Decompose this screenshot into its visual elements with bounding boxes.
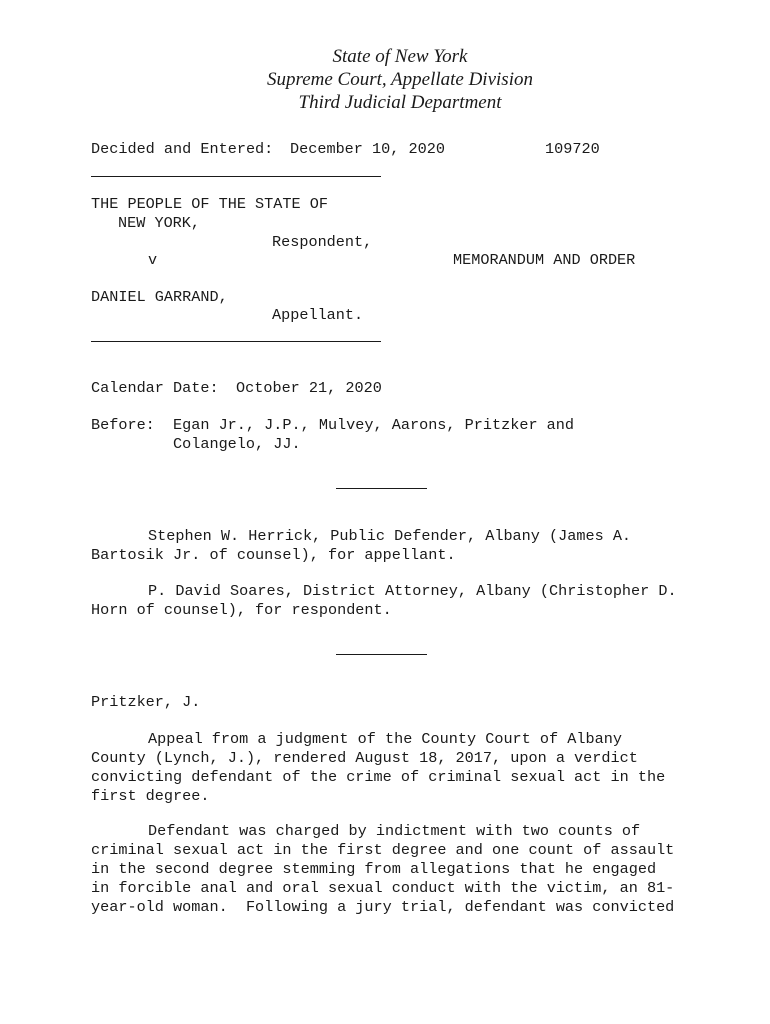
decided-label: Decided and Entered: (91, 140, 274, 158)
defendant-name: DANIEL GARRAND, (91, 288, 228, 306)
court-state: State of New York (332, 46, 468, 67)
section-divider-2 (336, 654, 427, 655)
opinion-p1-line-2: County (Lynch, J.), rendered August 18, 2017, upon a verdict (91, 749, 638, 767)
opinion-paragraph-2 (91, 822, 691, 917)
opinion-p2-line-1: Defendant was charged by indictment with two counts of (148, 822, 641, 840)
panel-line-1: Egan Jr., J.P., Mulvey, Aarons, Pritzker and (173, 416, 575, 434)
calendar-date: October 21, 2020 (236, 379, 382, 397)
counsel-respondent (91, 582, 691, 620)
court-header (0, 45, 770, 114)
caption-bottom-rule (91, 341, 381, 342)
caption-top-rule (91, 176, 381, 177)
docket-number: 109720 (545, 140, 600, 158)
defendant-role: Appellant. (272, 306, 364, 324)
counsel-appellant (91, 527, 691, 565)
opinion-p1-line-1: Appeal from a judgment of the County Court of Albany (148, 730, 622, 748)
opinion-paragraph-1 (91, 730, 691, 806)
opinion-p2-line-4: in forcible anal and oral sexual conduct with the victim, an 81- (91, 879, 675, 897)
counsel-respondent-line-2: Horn of counsel), for respondent. (91, 601, 392, 619)
plaintiff-line-1: THE PEOPLE OF THE STATE OF (91, 195, 328, 213)
counsel-appellant-line-2: Bartosik Jr. of counsel), for appellant. (91, 546, 456, 564)
versus: v (148, 251, 158, 269)
panel-label: Before: (91, 416, 155, 434)
section-divider-1 (336, 488, 427, 489)
court-department: Third Judicial Department (298, 92, 502, 113)
opinion-p2-line-5: year-old woman. Following a jury trial, defendant was convicted (91, 898, 675, 916)
counsel-appellant-line-1: Stephen W. Herrick, Public Defender, Albany (James A. (148, 527, 632, 545)
document-type: MEMORANDUM AND ORDER (453, 251, 636, 269)
opinion-p1-line-4: first degree. (91, 787, 210, 805)
plaintiff-role: Respondent, (272, 233, 373, 251)
decided-date: December 10, 2020 (290, 140, 445, 158)
opinion-p2-line-3: in the second degree stemming from allegations that he engaged (91, 860, 657, 878)
opinion-p1-line-3: convicting defendant of the crime of criminal sexual act in the (91, 768, 666, 786)
panel-line-2: Colangelo, JJ. (173, 435, 301, 453)
court-name: Supreme Court, Appellate Division (267, 69, 533, 90)
opinion-author: Pritzker, J. (91, 693, 201, 711)
counsel-respondent-line-1: P. David Soares, District Attorney, Albany (Christopher D. (148, 582, 677, 600)
opinion-p2-line-2: criminal sexual act in the first degree and one count of assault (91, 841, 675, 859)
plaintiff-line-2: NEW YORK, (118, 214, 201, 232)
calendar-label: Calendar Date: (91, 379, 219, 397)
